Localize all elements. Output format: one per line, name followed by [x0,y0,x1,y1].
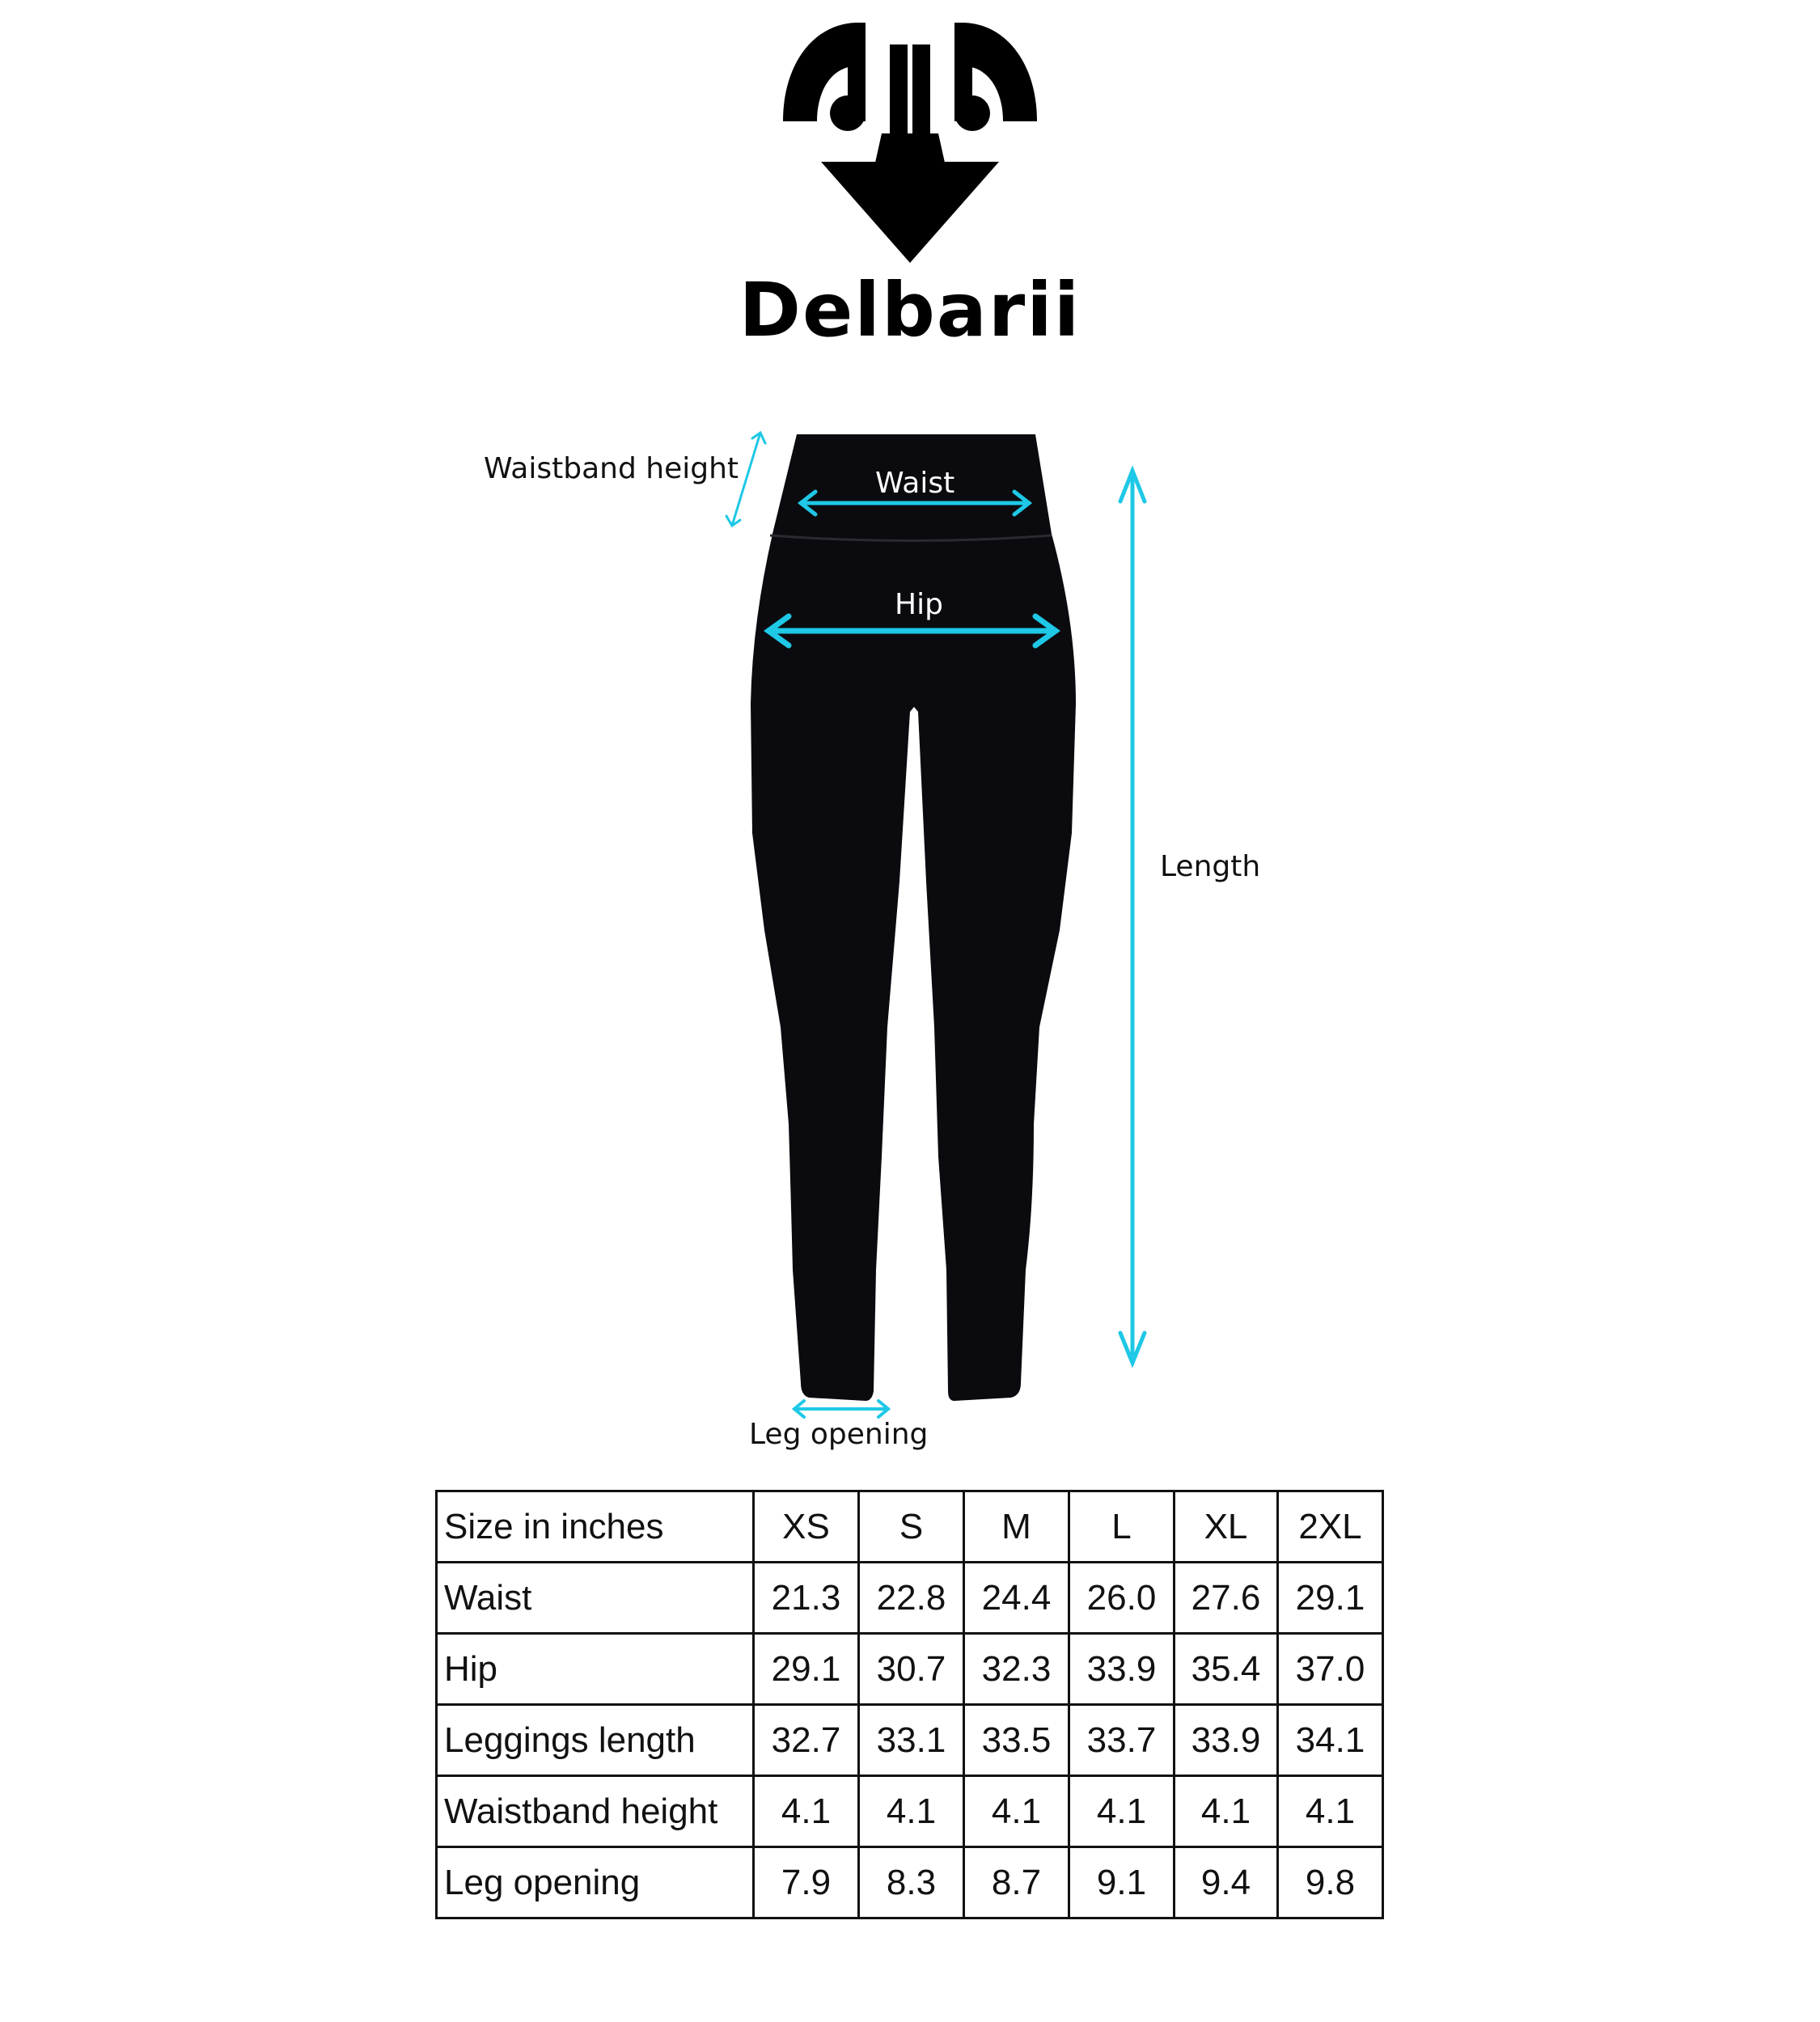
table-cell: 21.3 [754,1563,859,1634]
row-label: Leg opening [437,1847,754,1918]
row-label: Hip [437,1634,754,1705]
column-header: 2XL [1278,1491,1383,1563]
table-cell: 29.1 [1278,1563,1383,1634]
column-header: M [964,1491,1069,1563]
leg-opening-label: Leg opening [749,1418,929,1451]
length-label: Length [1160,850,1261,883]
table-cell: 8.7 [964,1847,1069,1918]
leggings-illustration [0,380,1820,1488]
table-cell: 7.9 [754,1847,859,1918]
table-cell: 4.1 [964,1776,1069,1847]
table-header-row [437,1491,1383,1563]
column-header: XS [754,1491,859,1563]
table-cell: 32.3 [964,1634,1069,1705]
table-cell: 4.1 [859,1776,964,1847]
row-label: Leggings length [437,1705,754,1776]
table-cell: 34.1 [1278,1705,1383,1776]
leg-opening-arrow-icon [794,1401,888,1417]
table-cell: 33.1 [859,1705,964,1776]
table-cell: 27.6 [1175,1563,1278,1634]
delbarii-logo [0,0,1820,380]
waistband-height-label: Waistband height [484,452,739,485]
table-cell: 9.1 [1069,1847,1175,1918]
leggings-shape [751,434,1076,1401]
table-cell: 30.7 [859,1634,964,1705]
table-cell: 22.8 [859,1563,964,1634]
waist-label: Waist [875,467,955,500]
table-cell: 4.1 [1175,1776,1278,1847]
row-label: Waist [437,1563,754,1634]
column-header: XL [1175,1491,1278,1563]
length-arrow-icon [1120,471,1145,1363]
table-cell: 37.0 [1278,1634,1383,1705]
table-cell: 8.3 [859,1847,964,1918]
hip-label: Hip [895,588,943,621]
size-chart-table [435,1490,1384,1919]
table-cell: 4.1 [1278,1776,1383,1847]
table-row [437,1776,1383,1847]
table-cell: 9.8 [1278,1847,1383,1918]
column-header: L [1069,1491,1175,1563]
table-cell: 24.4 [964,1563,1069,1634]
column-header: S [859,1491,964,1563]
table-cell: 33.9 [1069,1634,1175,1705]
table-row [437,1705,1383,1776]
table-cell: 4.1 [754,1776,859,1847]
table-cell: 33.5 [964,1705,1069,1776]
row-label: Waistband height [437,1776,754,1847]
table-cell: 33.9 [1175,1705,1278,1776]
table-cell: 32.7 [754,1705,859,1776]
table-cell: 33.7 [1069,1705,1175,1776]
table-cell: 26.0 [1069,1563,1175,1634]
table-row [437,1847,1383,1918]
table-cell: 4.1 [1069,1776,1175,1847]
logo-mark-icon [783,23,1037,263]
table-cell: 9.4 [1175,1847,1278,1918]
leggings-measurement-diagram [0,380,1820,1488]
brand-wordmark: Delbarii [739,267,1081,353]
table-row [437,1563,1383,1634]
table-row [437,1634,1383,1705]
table-cell: 29.1 [754,1634,859,1705]
table-cell: 35.4 [1175,1634,1278,1705]
column-header: Size in inches [437,1491,754,1563]
